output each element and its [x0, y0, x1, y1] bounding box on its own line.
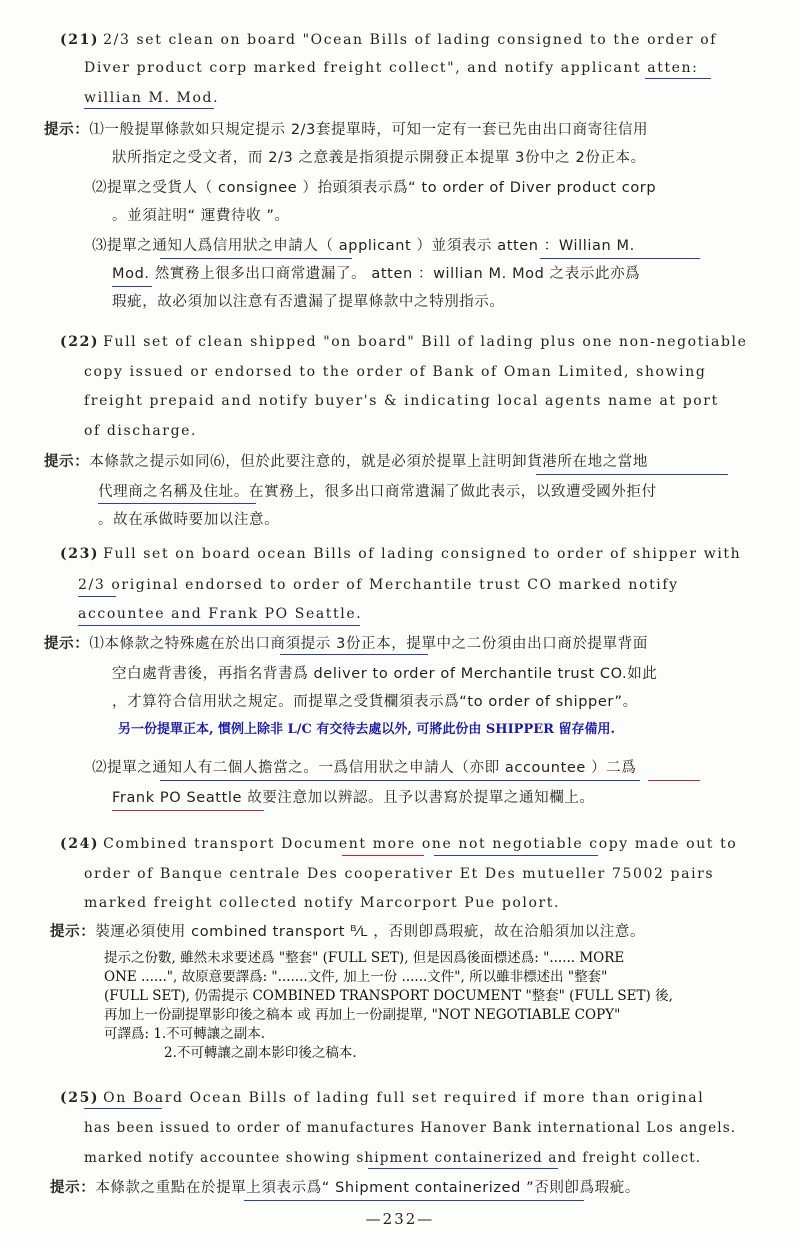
clause-24-note-line-6: 2.不可轉讓之副本影印後之稿本.	[164, 1045, 357, 1061]
clause-25-tip-line-1: 提示：本條款之重點在於提單上須表示爲“ Shipment containerized ”否則卽爲瑕疵。	[50, 1180, 640, 1196]
clause-21-tip-line-3: ⑵提單之受貨人（ consignee ）抬頭須表示爲“ to order of Diver product corp	[92, 180, 657, 196]
clause-22-number: (22)	[60, 334, 100, 350]
clause-24-number: (24)	[60, 836, 100, 852]
clause-21-tip-line-1: 提示：⑴一般提單條款如只規定提示 2/3套提單時，可知一定有一套已先由出口商寄往信用	[44, 122, 649, 138]
clause-23-tip-line-1: 提示：⑴本條款之特殊處在於出口商須提示 3份正本，提單中之二份須由出口商於提單背面	[44, 636, 648, 652]
clause-22-line-4: of discharge.	[84, 423, 198, 439]
clause-23-tip-line-4: ⑵提單之通知人有二個人擔當之。一爲信用狀之申請人（亦即 accountee ）二爲	[92, 760, 637, 776]
clause-21-tip-line-5: ⑶提單之通知人爲信用狀之申請人（ applicant ）並須表示 atten ：Willian M.	[92, 238, 635, 254]
clause-22-line-1: (22) Full set of clean shipped "on board" Bill of lading plus one non-negotiable	[60, 334, 748, 350]
clause-25-line-3: marked notify accountee showing shipment containerized and freight collect.	[84, 1150, 702, 1166]
clause-21-line-3: willian M. Mod.	[84, 90, 220, 106]
clause-23-number: (23)	[60, 546, 100, 562]
clause-24-line-3: marked freight collected notify Marcorport Pue polort.	[84, 895, 561, 911]
clause-24-note-line-1: 提示之份數, 雖然未求要述爲 "整套" (FULL SET), 但是因爲後面標述爲: "...... MORE	[104, 950, 625, 966]
clause-25-number: (25)	[60, 1090, 100, 1106]
clause-23-blue-note: 另一份提單正本, 慣例上除非 L/C 有交待去處以外, 可將此份由 SHIPPER 留存備用.	[118, 722, 615, 737]
clause-23-line-3: accountee and Frank PO Seattle.	[78, 606, 363, 622]
clause-25-line-1: (25) On Board Ocean Bills of lading full set required if more than original	[60, 1090, 705, 1106]
clause-21-tip-line-7: 瑕疵，故必須加以注意有否遺漏了提單條款中之特別指示。	[112, 294, 505, 310]
clause-24-line-1: (24) Combined transport Document more one not negotiable copy made out to	[60, 836, 738, 852]
clause-21-tip-line-6: Mod. 然實務上很多出口商常遺漏了。 atten ：willian M. Mod 之表示此亦爲	[112, 266, 641, 282]
page-number: —232—	[365, 1210, 435, 1228]
clause-24-note-line-2: ONE ......", 故原意要譯爲: ".......文件, 加上一份 ......文件", 所以雖非標述出 "整套"	[104, 969, 608, 985]
clause-21-line-1: (21) 2/3 set clean on board "Ocean Bills of lading consigned to the order of	[60, 32, 718, 48]
clause-23-line-2: 2/3 original endorsed to order of Merchantile trust CO marked notify	[78, 577, 679, 593]
clause-23-tip-line-2: 空白處背書後，再指名背書爲 deliver to order of Merchantile trust CO.如此	[112, 666, 658, 682]
clause-24-note-line-5: 可譯爲: 1.不可轉讓之副本.	[104, 1026, 266, 1042]
clause-23-tip-line-5: Frank PO Seattle 故要注意加以辨認。且予以書寫於提單之通知欄上。	[112, 790, 595, 806]
clause-21-tip-line-4: 。並須註明“ 運費待收 ”。	[112, 208, 290, 224]
clause-24-line-2: order of Banque centrale Des cooperativer Et Des mutueller 75002 pairs	[84, 866, 715, 882]
clause-22-tip-line-3: 。故在承做時要加以注意。	[98, 512, 280, 528]
clause-22-line-3: freight prepaid and notify buyer's & indicating local agents name at port	[84, 393, 719, 409]
clause-25-line-2: has been issued to order of manufactures Hanover Bank international Los angels.	[84, 1120, 737, 1136]
clause-21-line-2: Diver product corp marked freight collect", and notify applicant atten:	[84, 60, 699, 76]
clause-21-number: (21)	[60, 32, 100, 48]
clause-24-tip-line-1: 提示：裝運必須使用 combined transport ᴮ⁄ʟ ，否則卽爲瑕疵，故在洽船須加以注意。	[50, 924, 646, 940]
clause-21-tip-line-2: 狀所指定之受文者，而 2/3 之意義是指須提示開發正本提單 3份中之 2份正本。	[112, 150, 646, 166]
clause-24-note-line-4: 再加上一份副提單影印後之稿本 或 再加上一份副提單, "NOT NEGOTIABLE COPY"	[104, 1007, 621, 1023]
clause-24-note-line-3: (FULL SET), 仍需提示 COMBINED TRANSPORT DOCUMENT "整套" (FULL SET) 後,	[104, 988, 673, 1004]
clause-23-tip-line-3: ，才算符合信用狀之規定。而提單之受貨欄須表示爲“to order of shipper”。	[112, 694, 638, 710]
clause-22-tip-line-2: 代理商之名稱及住址。在實務上，很多出口商常遺漏了做此表示，以致遭受國外拒付	[98, 484, 657, 500]
clause-23-line-1: (23) Full set on board ocean Bills of lading consigned to order of shipper with	[60, 546, 742, 562]
clause-22-line-2: copy issued or endorsed to the order of Bank of Oman Limited, showing	[84, 364, 707, 380]
clause-22-tip-line-1: 提示：本條款之提示如同⑹，但於此要注意的，就是必須於提單上註明卸貨港所在地之當地	[44, 454, 649, 470]
